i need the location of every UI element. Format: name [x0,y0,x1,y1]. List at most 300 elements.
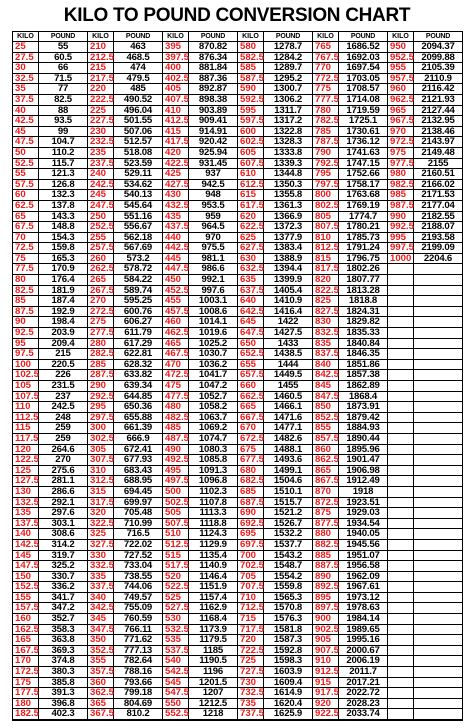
kilo-header: KILO [388,32,414,41]
pound-cell: 518.08 [123,146,153,158]
pound-cell [414,455,462,465]
pound-cell: 688.95 [123,475,153,487]
pound-cell: 1355.8 [273,189,303,201]
kilo-cell: 402.5 [165,72,190,84]
kilo-cell [388,434,414,444]
kilo-cell: 400 [163,63,189,73]
kilo-cell: 985 [388,190,414,200]
kilo-cell: 482.5 [165,411,190,423]
pound-cell: 1785.73 [346,231,380,243]
kilo-cell: 145 [13,551,39,561]
pound-cell: 369.3 [51,644,75,656]
pound-cell [414,572,462,582]
pound-cell: 1140.9 [199,560,227,572]
pound-cell: 650.36 [123,401,153,413]
table-row [238,434,312,445]
kilo-cell: 342.5 [90,602,115,614]
kilo-cell [388,561,414,571]
pound-cell: 1918 [352,485,374,497]
kilo-cell: 35 [13,84,39,94]
kilo-cell: 242.5 [90,178,115,190]
kilo-cell: 955 [388,63,414,73]
kilo-cell: 262.5 [90,263,115,275]
pound-cell: 1895.96 [346,443,380,455]
pound-cell [414,635,462,645]
kilo-cell: 415 [163,127,189,137]
pound-cell: 1008.6 [198,305,228,317]
kilo-cell: 335 [88,572,114,582]
pound-cell: 192.9 [51,305,75,317]
kilo-cell: 980 [388,169,414,179]
pound-cell: 126.8 [51,178,75,190]
pound-cell: 782.64 [123,655,153,667]
kilo-cell: 140 [13,529,39,539]
pound-cell: 1780.21 [346,221,380,233]
pound-cell: 1196 [202,666,223,678]
pound-cell [414,699,462,709]
kilo-cell: 650 [238,339,264,349]
pound-cell: 1697.54 [346,62,380,74]
pound-cell: 1940.05 [346,528,380,540]
pound-cell [414,519,462,529]
kilo-cell [388,572,414,582]
table-row [88,540,162,551]
kilo-cell: 362.5 [90,687,115,699]
pound-cell [414,275,462,285]
kilo-cell: 785 [313,127,339,137]
kilo-cell: 730 [238,678,264,688]
pound-cell: 1118.8 [199,517,227,529]
pound-cell: 198.4 [51,316,75,328]
kilo-cell: 405 [163,84,189,94]
pound-cell [414,264,462,274]
pound-cell: 755.09 [123,602,153,614]
pound-cell: 1366.9 [273,210,303,222]
pound-cell: 970 [205,231,221,243]
kilo-cell: 115 [13,423,39,433]
kilo-cell: 507.5 [165,517,190,529]
pound-cell: 507.06 [123,125,153,137]
pound-cell: 2028.23 [346,697,380,709]
pound-cell: 1592.8 [273,644,303,656]
kilo-cell: 525 [163,593,189,603]
kilo-cell [388,455,414,465]
pound-cell: 2199.09 [421,242,455,254]
kilo-cell: 282.5 [90,348,115,360]
pound-cell: 2094.37 [421,41,455,52]
kilo-cell: 532.5 [165,623,190,635]
pound-cell: 925.94 [198,146,228,158]
table-row [313,709,387,720]
pound-cell: 1025.2 [198,337,228,349]
pound-cell: 1449.5 [273,369,303,381]
kilo-cell: 895 [313,593,339,603]
kilo-cell: 712.5 [240,602,265,614]
kilo-cell: 422.5 [165,157,190,169]
pound-cell: 2033.74 [346,708,380,720]
pound-cell: 1945.56 [346,538,380,550]
pound-cell: 777.13 [123,644,153,656]
pound-cell [414,646,462,656]
pound-cell: 1989.65 [346,623,380,635]
pound-cell: 2166.02 [421,178,455,190]
kilo-cell: 305 [88,445,114,455]
pound-cell: 1829.82 [346,316,380,328]
table-row [388,487,462,498]
pound-cell: 672.41 [123,443,153,455]
pound-cell: 771.62 [123,634,153,646]
pound-cell: 914.91 [198,125,228,137]
pound-cell: 60.5 [54,51,72,63]
pound-cell: 93.5 [54,115,72,127]
kilo-cell: 112.5 [15,411,39,423]
pound-cell: 1686.52 [346,41,380,52]
pound-cell: 1306.2 [273,93,303,105]
pound-cell [414,540,462,550]
pound-cell: 727.52 [123,549,153,561]
kilo-cell: 975 [388,148,414,158]
pound-cell: 220.5 [51,358,75,370]
pound-cell: 892.87 [198,83,228,95]
pound-cell [414,296,462,306]
kilo-cell: 277.5 [90,327,115,339]
pound-cell: 931.45 [198,157,228,169]
kilo-cell: 217.5 [90,72,115,84]
kilo-cell: 307.5 [90,454,115,466]
kilo-cell: 690 [238,508,264,518]
kilo-cell: 527.5 [165,602,190,614]
pound-cell: 292.1 [51,496,75,508]
kilo-cell: 75 [13,254,39,264]
kilo-cell: 92.5 [13,328,39,338]
kilo-cell: 407.5 [165,93,190,105]
table-row [313,434,387,445]
pound-cell: 733.04 [123,560,153,572]
pound-cell: 573.2 [126,252,150,264]
kilo-cell: 492.5 [165,454,190,466]
pound-cell: 1609.4 [273,676,303,688]
pound-cell: 1052.7 [198,390,228,402]
pound-cell [414,603,462,613]
kilo-cell: 922.5 [315,708,340,720]
pound-cell [414,466,462,476]
pound-cell: 1361.3 [273,199,303,211]
pound-cell: 699.97 [123,496,153,508]
kilo-cell: 347.5 [90,623,115,635]
kilo-cell: 465 [163,339,189,349]
kilo-cell: 510 [163,529,189,539]
table-row [388,635,462,646]
kilo-cell: 677.5 [240,454,265,466]
pound-cell: 1929.03 [346,507,380,519]
kilo-cell [388,275,414,285]
pound-cell: 975.5 [201,242,225,254]
pound-cell: 694.45 [123,485,153,497]
pound-header: POUND [350,33,376,40]
pound-cell: 2105.39 [421,62,455,74]
table-row [88,434,162,445]
kilo-cell: 95 [13,339,39,349]
kilo-cell: 580 [238,42,264,52]
pound-cell: 2204.6 [423,252,453,264]
pound-cell: 1300.7 [273,83,303,95]
pound-cell: 606.27 [123,316,153,328]
table-row [13,487,87,498]
pound-cell [414,582,462,592]
pound-cell: 1350.3 [273,178,303,190]
table-row [163,540,237,551]
pound-cell [414,317,462,327]
pound-cell: 1620.4 [273,697,303,709]
table-row [388,498,462,509]
kilo-header: KILO [163,32,189,41]
kilo-cell: 905 [313,635,339,645]
pound-cell: 402.3 [51,708,75,720]
kilo-cell: 257.5 [90,242,115,254]
kilo-cell: 272.5 [90,305,115,317]
pound-cell: 1714.08 [346,93,380,105]
table-row [388,296,462,307]
kilo-cell: 820 [313,275,339,285]
pound-cell: 1962.09 [346,570,380,582]
kilo-cell: 967.5 [390,115,415,127]
pound-cell: 1047.2 [198,380,228,391]
pound-cell: 248 [55,411,71,423]
kilo-cell: 735 [238,699,264,709]
pound-cell: 1344.8 [273,168,303,180]
pound-cell: 1427.5 [273,327,303,339]
kilo-cell: 720 [238,635,264,645]
pound-cell: 1416.4 [273,305,303,317]
kilo-cell: 800 [313,190,339,200]
pound-cell: 1554.2 [273,570,303,582]
pound-cell: 1736.12 [346,136,380,148]
pound-cell: 1383.4 [273,242,303,254]
pound-cell: 99 [57,125,69,137]
kilo-cell: 647.5 [240,327,265,339]
kilo-cell: 337.5 [90,581,115,593]
pound-cell: 1085.8 [198,454,228,466]
table-row [313,95,387,106]
pound-cell: 1455 [277,380,299,391]
pound-cell: 77 [57,83,69,95]
kilo-cell: 512.5 [165,538,190,550]
pound-cell [414,709,462,719]
kilo-cell [388,307,414,317]
pound-cell: 1212.5 [198,697,228,709]
pound-cell: 1868.4 [348,390,378,402]
pound-cell: 1466.1 [273,401,303,413]
pound-cell: 1840.84 [346,337,380,349]
kilo-cell: 462.5 [165,327,190,339]
pound-cell: 744.06 [123,581,153,593]
pound-cell: 159.8 [51,242,75,254]
pound-cell [414,529,462,539]
pound-cell: 1521.2 [273,507,303,519]
kilo-cell: 82.5 [13,286,39,296]
pound-cell: 1747.15 [346,157,380,169]
pound-cell: 1603.9 [273,666,303,678]
kilo-cell: 782.5 [315,115,340,127]
kilo-cell: 640 [238,296,264,306]
kilo-cell: 737.5 [240,708,265,720]
kilo-cell: 340 [88,593,114,603]
kilo-cell: 322.5 [90,517,115,529]
kilo-cell: 445 [163,254,189,264]
pound-cell [414,413,462,423]
pound-cell: 1846.35 [346,348,380,360]
pound-cell: 1873.91 [346,401,380,413]
kilo-cell: 607.5 [240,157,265,169]
pound-cell: 137.8 [51,199,75,211]
table-row [388,392,462,403]
kilo-cell: 472.5 [165,369,190,381]
kilo-cell: 595 [238,106,264,116]
pound-cell: 722.02 [123,538,153,550]
kilo-cell: 487.5 [165,432,190,444]
kilo-cell: 427.5 [165,178,190,190]
table-row [388,307,462,318]
kilo-cell: 652.5 [240,348,265,360]
pound-cell [414,434,462,444]
kilo-cell: 122.5 [15,454,40,466]
kilo-cell: 27.5 [13,53,39,63]
kilo-cell: 687.5 [240,496,265,508]
pound-cell: 639.34 [123,380,153,391]
kilo-cell: 80 [13,275,39,285]
pound-cell: 964.5 [201,221,225,233]
kilo-cell: 972.5 [390,136,415,148]
kilo-cell: 830 [313,317,339,327]
kilo-cell: 125 [13,466,39,476]
table-row [388,667,462,678]
kilo-cell: 120 [13,445,39,455]
kilo-cell: 157.5 [15,602,40,614]
pound-cell: 2188.07 [421,221,455,233]
kilo-cell: 132.5 [15,496,40,508]
pound-cell [414,402,462,412]
table-row [238,709,312,720]
pound-cell: 876.34 [198,51,228,63]
kilo-cell: 477.5 [165,390,190,402]
kilo-cell: 880 [313,529,339,539]
kilo-cell: 952.5 [390,51,415,63]
table-row [238,148,312,159]
pound-cell: 1471.6 [273,411,303,423]
kilo-cell: 852.5 [315,411,340,423]
table-row [388,42,462,53]
kilo-cell: 792.5 [315,157,340,169]
kilo-cell: 295 [88,402,114,412]
pound-cell: 2000.67 [346,644,380,656]
kilo-cell: 960 [388,84,414,94]
pound-cell: 1984.14 [346,613,380,625]
kilo-cell: 235 [88,148,114,158]
pound-cell: 644.85 [123,390,153,402]
kilo-cell: 977.5 [390,157,415,169]
pound-cell: 1168.4 [199,613,227,625]
kilo-cell [388,286,414,296]
kilo-cell: 592.5 [240,93,265,105]
pound-cell: 485 [130,83,146,95]
kilo-cell [388,678,414,688]
pound-cell [414,625,462,635]
pound-cell: 677.93 [123,454,153,466]
kilo-cell: 352.5 [90,644,115,656]
kilo-cell: 672.5 [240,432,265,444]
pound-cell: 1477.1 [273,422,303,434]
pound-cell: 1284.2 [273,51,303,63]
table-row [88,148,162,159]
pound-cell: 1906.98 [346,464,380,476]
kilo-cell: 170 [13,656,39,666]
kilo-cell: 835 [313,339,339,349]
kilo-cell: 807.5 [315,221,340,233]
pound-cell: 1179.5 [199,634,227,646]
pound-cell: 2143.97 [421,136,455,148]
pound-cell: 319.7 [51,549,75,561]
kilo-cell: 267.5 [90,284,115,296]
pound-cell: 2022.72 [346,687,380,699]
kilo-cell [388,339,414,349]
pound-cell: 66 [57,62,69,74]
kilo-cell: 1000 [388,254,414,264]
pound-cell: 551.16 [123,210,153,222]
table-row [388,328,462,339]
pound-cell: 1912.49 [346,475,380,487]
kilo-cell: 597.5 [240,115,265,127]
kilo-cell [388,519,414,529]
pound-cell: 589.74 [123,284,153,296]
pound-cell: 512.57 [123,136,153,148]
kilo-cell: 842.5 [315,369,340,381]
pound-cell: 600.76 [123,305,153,317]
kilo-cell [388,625,414,635]
pound-cell [414,339,462,349]
kilo-cell: 495 [163,466,189,476]
pound-cell: 121.3 [51,168,75,180]
kilo-cell: 610 [238,169,264,179]
pound-cell: 1824.31 [346,305,380,317]
kilo-cell [388,413,414,423]
pound-cell: 2011.7 [349,666,377,678]
pound-cell: 396.8 [51,697,75,709]
kilo-cell: 57.5 [13,180,39,190]
kilo-cell: 655 [238,360,264,370]
pound-cell: 88 [57,104,69,116]
pound-cell: 562.18 [123,231,153,243]
kilo-cell: 290 [88,381,114,391]
kilo-cell: 252.5 [90,221,115,233]
kilo-cell: 685 [238,487,264,497]
kilo-cell: 827.5 [315,305,340,317]
pound-cell: 1135.4 [199,549,227,561]
kilo-cell: 367.5 [90,708,115,720]
pound-cell: 942.5 [201,178,225,190]
pound-cell: 1813.28 [346,284,380,296]
pound-cell: 959 [205,210,221,222]
kilo-cell: 275 [88,317,114,327]
table-row [88,201,162,212]
kilo-cell: 877.5 [315,517,340,529]
pound-cell: 2116.42 [421,83,455,95]
table-row [13,201,87,212]
pound-cell: 358.3 [51,623,75,635]
pound-cell: 1802.26 [346,263,380,275]
pound-cell: 1388.9 [273,252,303,264]
pound-cell: 595.25 [123,295,153,307]
pound-cell: 1692.03 [346,51,380,63]
